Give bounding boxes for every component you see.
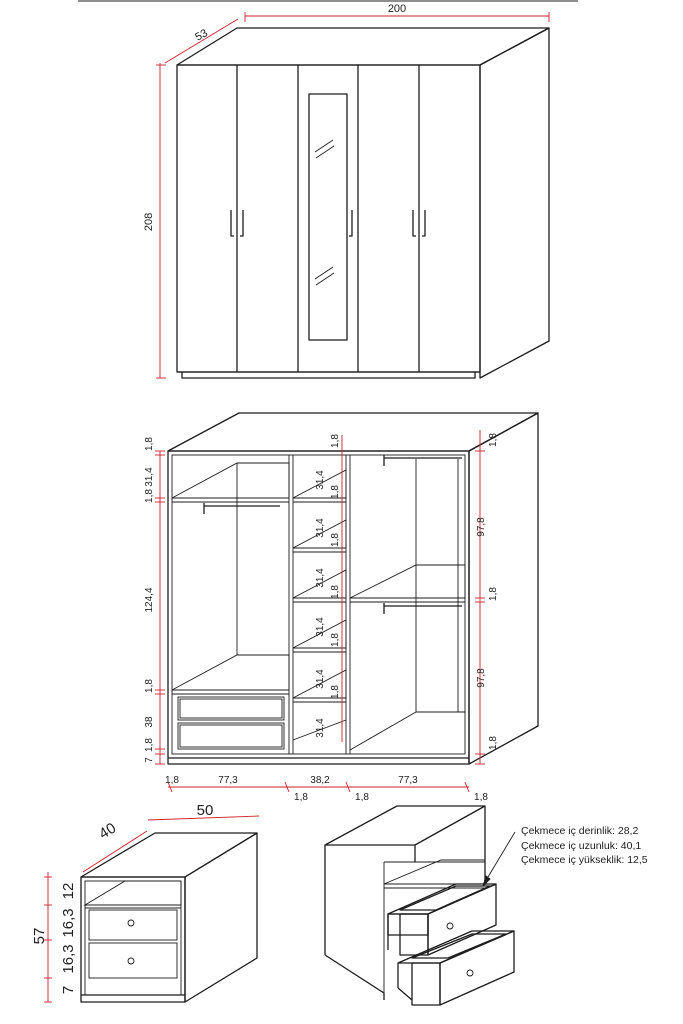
drawer-knob [128, 958, 134, 964]
mirror [309, 94, 347, 340]
wardrobe-plinth [182, 372, 475, 378]
interior-dimension-label: 1,8 [330, 485, 341, 499]
interior-side-face [469, 413, 538, 764]
interior-drawers [178, 697, 284, 749]
nightstand-depth-label: 40 [96, 819, 120, 843]
left-section [172, 463, 289, 694]
wardrobe-closed [143, 3, 549, 378]
nightstand-shelf [85, 881, 181, 908]
interior-dimension-label: 1,8 [144, 679, 155, 693]
drawer-knob [128, 920, 134, 926]
drawer-specifications [521, 824, 648, 868]
interior-dimension-label: 31,4 [315, 718, 326, 738]
nightstand-front-face [81, 877, 185, 1002]
drawer-height-note: Çekmece iç yükseklik: 12,5 [521, 854, 648, 866]
interior-dimension-label: 1,8 [330, 585, 341, 599]
interior-dimension-label: 1,8 [330, 685, 341, 699]
drawer-length-note: Çekmece iç uzunluk: 40,1 [521, 839, 642, 852]
wardrobe-interior [144, 413, 538, 803]
wardrobe-front-face [177, 65, 480, 372]
wardrobe-top-face [177, 28, 549, 65]
wardrobe-side-face [480, 28, 549, 378]
interior-dimension-label: 1,8 [330, 633, 341, 647]
interior-dimension-label: 97,8 [476, 668, 487, 688]
interior-dimension-label: 31,4 [315, 669, 326, 689]
width-label: 200 [387, 3, 407, 15]
dimension-lines [156, 12, 549, 378]
interior-dimension-label: 38,2 [310, 775, 330, 786]
interior-dimension-label: 31,4 [315, 617, 326, 637]
drawer-knob [467, 970, 473, 976]
mirror-reflection [315, 140, 334, 285]
interior-dimension-label: 1,8 [355, 792, 369, 803]
interior-dimension-label: 1,8 [488, 587, 499, 601]
interior-dimension-label: 1,8 [474, 792, 488, 803]
nightstand-open-shelf [384, 860, 485, 884]
drawer-callout-pointer [483, 832, 515, 886]
interior-dimension-label: 1,8 [294, 792, 308, 803]
nightstand-open [325, 806, 515, 1005]
nightstand-level-label: 12 [60, 882, 77, 900]
interior-dimension-label: 97,8 [476, 517, 487, 537]
nightstand-width-label: 50 [196, 802, 214, 819]
interior-dimension-label: 77,3 [218, 775, 238, 786]
interior-dimension-label: 1,8 [330, 533, 341, 547]
interior-dimension-label: 31,4 [315, 470, 326, 490]
interior-dimension-label: 1,8 [144, 738, 155, 752]
door-handles [231, 210, 425, 236]
nightstand-side-face [185, 833, 257, 1002]
interior-dimension-label: 124,4 [144, 587, 155, 613]
nightstand-open-top [325, 806, 485, 845]
interior-dimension-label: 77,3 [398, 775, 418, 786]
interior-dimension-label: 1,8 [330, 434, 341, 448]
depth-label: 53 [193, 27, 210, 44]
nightstand-level-label: 16,3 [60, 944, 77, 974]
interior-dimension-label: 31,4 [315, 518, 326, 538]
nightstand-drawer-bottom [89, 943, 177, 978]
drawer-depth-note: Çekmece iç derinlik: 28,2 [521, 825, 639, 837]
right-section [350, 459, 465, 750]
nightstand-height-label: 57 [31, 927, 48, 945]
hanging-rail [204, 503, 280, 514]
interior-dimension-label: 7 [144, 757, 155, 763]
interior-dimension-label: 31,4 [315, 568, 326, 588]
drawer-knob [447, 923, 453, 929]
height-label: 208 [143, 212, 155, 232]
nightstand-level-label: 16,3 [60, 908, 77, 938]
interior-dimension-label: 31,4 [144, 467, 155, 487]
interior-dimension-label: 1,8 [488, 433, 499, 447]
interior-dimension-label: 38 [144, 716, 155, 728]
interior-dimension-label: 1,8 [144, 437, 155, 451]
hanging-rail [384, 455, 462, 614]
nightstand-level-label: 7 [60, 985, 77, 995]
interior-dimension-label: 1,8 [165, 775, 179, 786]
interior-dimension-label: 1,8 [144, 489, 155, 503]
nightstand-front [31, 802, 259, 1002]
interior-dimension-label: 1,8 [488, 736, 499, 750]
interior-top-face [168, 413, 538, 451]
